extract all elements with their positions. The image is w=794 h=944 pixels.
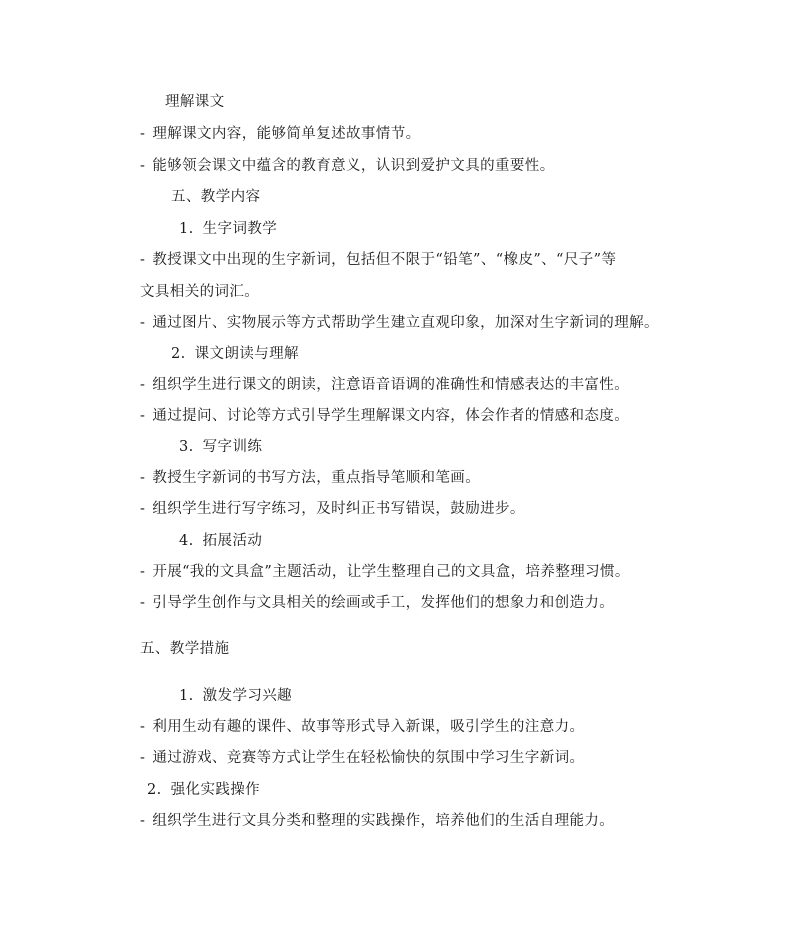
line-text: 利用生动有趣的课件、故事等形式导入新课，吸引学生的注意力。 xyxy=(152,719,585,735)
bullet-marker: - xyxy=(140,813,146,829)
line-text: 组织学生进行文具分类和整理的实践操作，培养他们的生活自理能力。 xyxy=(152,813,615,829)
line-text: 五、教学内容 xyxy=(171,189,261,205)
bullet-item xyxy=(140,375,629,395)
bullet-item xyxy=(140,313,659,333)
item-number: 4. xyxy=(179,533,194,549)
bullet-marker: - xyxy=(140,750,146,766)
item-number: 3. xyxy=(179,439,194,455)
line-text: 通过提问、讨论等方式引导学生理解课文内容，体会作者的情感和态度。 xyxy=(152,408,630,424)
bullet-marker: - xyxy=(140,564,146,580)
bullet-marker: - xyxy=(140,408,146,424)
line-text: 组织学生进行课文的朗读，注意语音语调的准确性和情感表达的丰富性。 xyxy=(152,377,630,393)
bullet-marker: - xyxy=(140,719,146,735)
bullet-marker: - xyxy=(140,315,146,331)
line-text: 教授生字新词的书写方法，重点指导笔顺和笔画。 xyxy=(152,470,481,486)
line-text: 生字词教学 xyxy=(202,221,278,237)
bullet-marker: - xyxy=(140,126,146,142)
item-number: 1. xyxy=(179,221,194,237)
section-heading xyxy=(140,639,229,659)
item-number: 2. xyxy=(147,782,162,798)
bullet-marker: - xyxy=(140,377,146,393)
line-text: 文具相关的词汇。 xyxy=(140,284,260,300)
line-text: 通过图片、实物展示等方式帮助学生建立直观印象，加深对生字新词的理解。 xyxy=(152,315,659,331)
line-text: 开展“我的文具盒”主题活动，让学生整理自己的文具盒，培养整理习惯。 xyxy=(152,564,630,580)
line-text: 强化实践操作 xyxy=(170,782,261,798)
line-text: 组织学生进行写字练习，及时纠正书写错误，鼓励进步。 xyxy=(152,501,525,517)
bullet-item xyxy=(140,406,629,426)
bullet-marker: - xyxy=(140,501,146,517)
bullet-item xyxy=(140,562,630,582)
line-text: 引导学生创作与文具相关的绘画或手工，发挥他们的想象力和创造力。 xyxy=(152,595,615,611)
line-text: 五、教学措施 xyxy=(140,641,230,657)
bullet-marker: - xyxy=(140,252,146,268)
numbered-heading xyxy=(147,780,260,800)
line-text: 课文朗读与理解 xyxy=(194,346,299,362)
bullet-item xyxy=(140,124,421,144)
line-text: 激发学习兴趣 xyxy=(202,688,293,704)
bullet-marker: - xyxy=(140,595,146,611)
line-text: 理解课文 xyxy=(165,94,225,110)
bullet-item xyxy=(140,593,614,613)
item-number: 2. xyxy=(171,346,186,362)
bullet-marker: - xyxy=(140,158,146,174)
numbered-heading xyxy=(171,344,299,364)
numbered-heading xyxy=(179,219,277,239)
subheading-understand-text xyxy=(165,92,225,112)
numbered-heading xyxy=(179,686,292,706)
bullet-item xyxy=(140,811,614,831)
line-text: 写字训练 xyxy=(202,439,263,455)
line-text: 通过游戏、竞赛等方式让学生在轻松愉快的氛围中学习生字新词。 xyxy=(152,750,585,766)
line-text: 拓展活动 xyxy=(202,533,263,549)
bullet-item xyxy=(140,748,584,768)
line-text: 理解课文内容，能够简单复述故事情节。 xyxy=(152,126,421,142)
section-heading xyxy=(171,187,260,207)
bullet-item xyxy=(140,499,525,519)
bullet-item xyxy=(140,468,480,488)
continuation-line xyxy=(140,282,259,302)
bullet-item xyxy=(140,156,555,176)
bullet-marker: - xyxy=(140,470,146,486)
numbered-heading xyxy=(179,531,262,551)
bullet-item xyxy=(140,250,616,270)
line-text: 教授课文中出现的生字新词，包括但不限于“铅笔”、“橡皮”、“尺子”等 xyxy=(152,252,617,268)
numbered-heading xyxy=(179,437,262,457)
line-text: 能够领会课文中蕴含的教育意义，认识到爱护文具的重要性。 xyxy=(152,158,555,174)
item-number: 1. xyxy=(179,688,194,704)
bullet-item xyxy=(140,717,584,737)
